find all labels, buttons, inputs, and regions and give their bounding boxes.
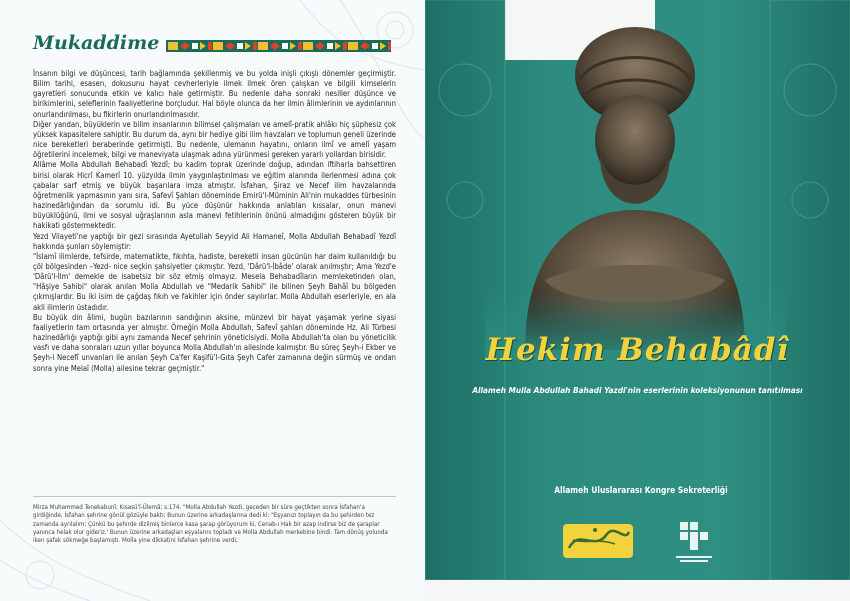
paragraph: Yezd Vilayeti'ne yaptığı bir gezi sırasında Ayetullah Seyyid Ali Hamaneî, Molla Abdullah Behabadî Yezdî hakkında şunları söylemiştir: (33, 231, 396, 251)
paragraph: Diğer yandan, büyüklerin ve bilim insanlarının bilimsel çalışmaları ve amelî-pratik ahlâkı hiç şüphesiz çok yüksek kapasitelere sahiptir. Bu durum da, aynı bir hediye gibi ilim havzaları ve toplumun geneli üzerinde nice bereketleri beraberinde getirmişti. Bu nedenle, ulemanın hayatını, onların ilmî ve amelî yaşam öğretilerini incelemek, bilgi ve maneviyata ulaşmak adına yürünmesi gereken yararlı yollardan birisidir. (33, 119, 396, 160)
footnote-divider (33, 496, 396, 497)
introduction-body (33, 69, 396, 374)
cover-title: Hekim Behabâdî (485, 332, 790, 368)
statue-portrait (485, 20, 785, 360)
bottom-light-band (425, 580, 850, 601)
calligraphy-seal-icon (555, 518, 640, 564)
cover-page (425, 0, 850, 601)
paragraph: Bu büyük din âlimi, bugün bazılarının sandığının aksine, münzevi bir hayat yaşamak yerine siyasi faaliyetlerin tam ortasında yer almıştır. Örneğin Molla Abdullah, Safevî şahları döneminde Hz. Ali Türbesi hazinedârlığı yaptığı gibi aynı zamanda Necef şehrinin yöneticisiydi. Molla Abdullah'ta olan bu yöneticilik vasfı ve daha sonraları uzun yıllar boyunca Molla Abdullah'ın ailesinde kalmıştır. Bu süreç Şeyh-i Ekber ve Şeyh-i Necefî unvanları ile anılan Şeyh Ca'fer Kaşifü'l-Gıta Şeyh Cafer zamanına değin sürmüş ve ondan sonra yine Melaî (Molla) ailesine tekrar geçmiştir." (33, 312, 396, 373)
paragraph: "İslamî ilimlerde, tefsirde, matematikte, fıkıhta, hadiste, bereketli insan gücünün har daim kullanıldığı bu çöl bölgesinden –Yezd- nice seçkin şahsiyetler çıkmıştır. Yezd, 'Dârü'l-İbâde' olarak anılmıştır; Ama Yezd'e 'Dârü'l-İlm' demekle de isabetsiz bir söz etmiş olmayız. Mesela Behabadîların memleketinden olan, "Hâşiye Sahibi" olarak anılan Molla Abdullah ve "Medarik Sahibi" ile bilinen Şeyh Bahâî bu bölgeden çıkmışlardır. Bu iki isim de çağdaş fıkıh ve fakihler için önder sayılırlar. Molla Abdullah eserleriyle, en ala akli ilimlerin üstadıdır. (33, 251, 396, 312)
organizer-name: Allameh Uluslararası Kongre Sekreterliği (554, 485, 728, 495)
cover-subtitle: Allameh Mulla Abdullah Bahadi Yazdi'nin eserlerinin koleksiyonunun tanıtılması (472, 385, 803, 395)
decorative-pattern-strip (166, 40, 391, 52)
footnote: Mirza Muhammed Tenekabunî; Kısasü'l-Ülemâ; s.174. "Molla Abdullah Yezdi, geceden bir süre geçtikten sonra İsfahan'a girdiğinde, İsfahan şehrine gönül gözüyle baktı; Bunun üzerine arkadaşlarına dedi ki: "Eşyanızı toplayın da bu şehirden tez zamanda ayrılalım; Çünkü bu şehirde dizilmiş binlerce kasa şarap görüyorum ki, Cenab-ı Hak bir azap indirse biz de şaraplar yanınca helak olur gideriz.' Bunun üzerine arkadaşları eşyalarını topladı ve Molla Abdullah merkebine bindi. Tam dönüş yolunda iken şafak sökmeğe başlamıştı. Molla yine dikkatini İsfahan şehrine verdi; (33, 504, 388, 545)
institution-emblem-icon (672, 518, 716, 566)
paragraph: İnsanın bilgi ve düşüncesi, tarih bağlamında şekillenmiş ve bu yolda inişli çıkışlı dönemler geçirmiştir. Bilim tarihi, esasen, dokusunu hayat cevherleriyle ilmek ilmek ören çalışkan ve bilgili kimselerin gayretleri sonucunda etkin ve kalıcı hale getirmiştir. Bu nedenle daha sonraki nesiller düşünce ve birikimlerini, seleflerinin faaliyetlerine borçludur. Hal böyle olunca da her ilmin âlimlerinin ve aydınlarının onurlandırılması, bu fikirlerin onurlandırılmasıdır. (33, 69, 396, 119)
section-title: Mukaddime (33, 32, 160, 54)
paragraph: Allâme Molla Abdullah Behabadî Yezdî; bu kadim toprak üzerinde doğup, adından iftiharla bahsettiren birisi olarak Hicrî Kamerî 10. yüzyılda ilmin yaygınlaştırılması ve eğitim alanında ilerlenmesi adına çok çabalar sarf etmiş ve büyük başarılara imza atmıştır. İsfahan, Şiraz ve Necef ilim havzalarında öğretmenlik yapmasının yanı sıra, Safevî Şahları döneminde Emirü'l-Müminin Ali'nin mukaddes türbesinin hazinedârlığından da sorumlu idi. Bu yüce düşünür hakkında anlatılan kıssalar, onun manevi büyüklüğünü, ilmi ve sosyal uğraşlarının asla manevi fetihlerinin önünü almadığını gösteren büyük bir hakikati göstermektedir. (33, 160, 396, 231)
